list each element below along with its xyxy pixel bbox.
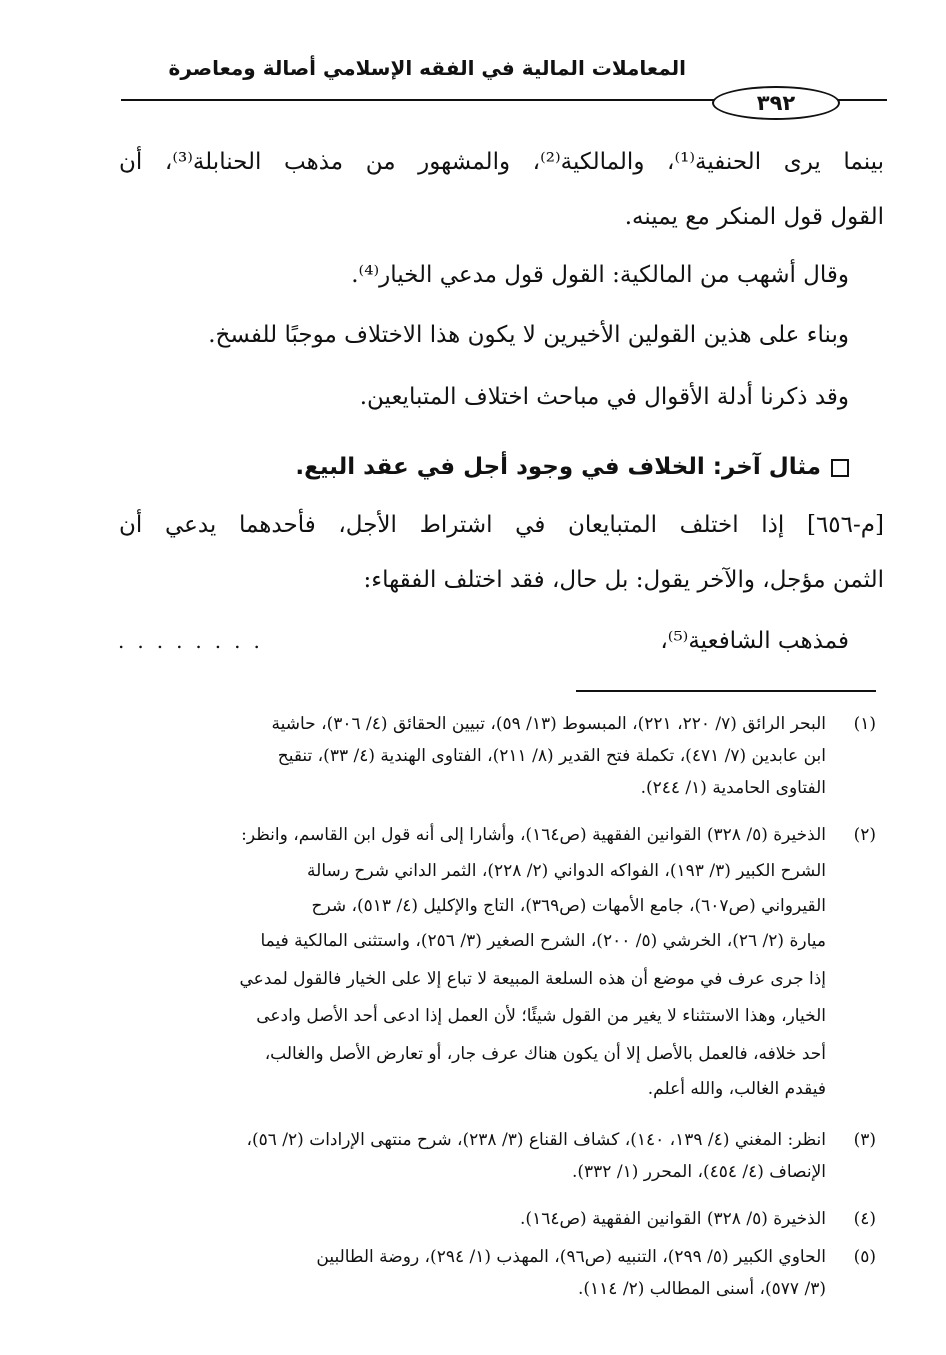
body-line-1: بينما يرى الحنفية⁽¹⁾، والمالكية⁽²⁾، والمشهور من مذهب الحنابلة⁽³⁾، أن bbox=[119, 149, 884, 175]
footnote-2-line-6: الخيار، وهذا الاستثناء لا يغير من القول شيئًا؛ لأن العمل إذا ادعى أحد الأصل وادعى bbox=[256, 1006, 826, 1026]
footnote-1-line-3: الفتاوى الحامدية (١/ ٢٤٤). bbox=[640, 778, 826, 798]
footnote-1-line-1: البحر الرائق (٧/ ٢٢٠، ٢٢١)، المبسوط (١٣/ ٥٩)، تبيين الحقائق (٤/ ٣٠٦)، حاشية bbox=[271, 714, 826, 734]
checkbox-square-icon bbox=[831, 459, 849, 477]
page-number: ٣٩٢ bbox=[712, 86, 840, 120]
footnote-2-line-8: فيقدم الغالب، والله أعلم. bbox=[647, 1079, 826, 1099]
footnote-4-line-1: الذخيرة (٥/ ٣٢٨) القوانين الفقهية (ص١٦٤). bbox=[520, 1209, 826, 1229]
running-title: المعاملات المالية في الفقه الإسلامي أصالة ومعاصرة bbox=[168, 56, 686, 80]
footnote-2-line-4: ميارة (٢/ ٢٦)، الخرشي (٥/ ٢٠٠)، الشرح الصغير (٣/ ٢٥٦)، واستثنى المالكية فيما bbox=[260, 931, 826, 951]
heading-text: مثال آخر: الخلاف في وجود أجل في عقد البيع. bbox=[295, 454, 821, 480]
section-heading bbox=[295, 450, 849, 484]
body-line-5: وقد ذكرنا أدلة الأقوال في مباحث اختلاف المتبايعين. bbox=[359, 384, 849, 410]
body-line-7: الثمن مؤجل، والآخر يقول: بل حال، فقد اختلف الفقهاء: bbox=[363, 567, 884, 593]
footnote-5-line-2: (٣/ ٥٧٧)، أسنى المطالب (٢/ ١١٤). bbox=[577, 1279, 826, 1299]
footnote-rule bbox=[576, 690, 876, 692]
footnote-2-line-5: إذا جرى عرف في موضع أن هذه السلعة المبيعة لا تباع إلا على الخيار فالقول لمدعي bbox=[239, 969, 826, 989]
footnote-3-line-1: انظر: المغني (٤/ ١٣٩، ١٤٠)، كشاف القناع (٣/ ٢٣٨)، شرح منتهى الإرادات (٢/ ٥٦)، bbox=[246, 1130, 826, 1150]
footnote-2-line-1: الذخيرة (٥/ ٣٢٨) القوانين الفقهية (ص١٦٤)، وأشارا إلى أنه قول ابن القاسم، وانظر: bbox=[241, 825, 826, 845]
footnote-3-line-2: الإنصاف (٤/ ٤٥٤)، المحرر (١/ ٣٣٢). bbox=[571, 1162, 826, 1182]
footnote-2-line-3: القيرواني (ص٦٠٧)، جامع الأمهات (ص٣٦٩)، التاج والإكليل (٤/ ٥١٣)، شرح bbox=[311, 896, 826, 916]
body-line-8: فمذهب الشافعية⁽⁵⁾، bbox=[660, 628, 849, 654]
body-line-6: [م-٦٥٦] إذا اختلف المتبايعان في اشتراط الأجل، فأحدهما يدعي أن bbox=[119, 512, 884, 538]
footnote-2-number: (٢) bbox=[853, 825, 876, 845]
footnote-5-number: (٥) bbox=[853, 1247, 876, 1267]
footnote-2-line-2: الشرح الكبير (٣/ ١٩٣)، الفواكه الدواني (٢/ ٢٢٨)، الثمر الداني شرح رسالة bbox=[307, 861, 826, 881]
body-line-3: وقال أشهب من المالكية: القول قول مدعي الخيار⁽⁴⁾. bbox=[351, 262, 849, 288]
footnote-2-line-7: أحد خلافه، فالعمل بالأصل إلا أن يكون هناك عرف جار، أو تعارض الأصل والغالب، bbox=[264, 1044, 826, 1064]
body-line-4: وبناء على هذين القولين الأخيرين لا يكون هذا الاختلاف موجبًا للفسخ. bbox=[208, 322, 849, 348]
footnote-1-line-2: ابن عابدين (٧/ ٤٧١)، تكملة فتح القدير (٨/ ٢١١)، الفتاوى الهندية (٤/ ٣٣)، تنقيح bbox=[277, 746, 826, 766]
footnote-5-line-1: الحاوي الكبير (٥/ ٢٩٩)، التنبيه (ص٩٦)، المهذب (١/ ٢٩٤)، روضة الطالبين bbox=[316, 1247, 826, 1267]
footnote-3-number: (٣) bbox=[853, 1130, 876, 1150]
dotted-leader: ........ bbox=[118, 629, 273, 653]
footnote-4-number: (٤) bbox=[853, 1209, 876, 1229]
footnote-1-number: (١) bbox=[853, 714, 876, 734]
body-line-2: القول قول المنكر مع يمينه. bbox=[624, 204, 884, 230]
